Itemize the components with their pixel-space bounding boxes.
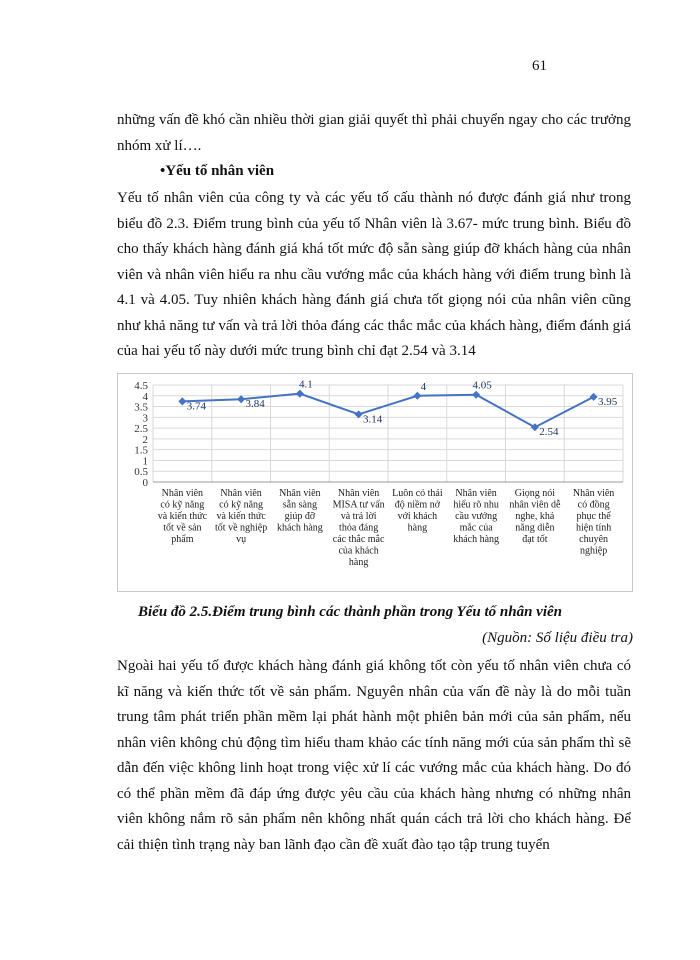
data-label: 3.14 bbox=[363, 413, 383, 426]
x-tick-label-line: và kiến thức bbox=[216, 511, 266, 522]
x-tick-label bbox=[333, 488, 385, 568]
x-tick-label-line: và kiến thức bbox=[157, 511, 208, 522]
x-tick-label-line: nghe, khả bbox=[515, 511, 555, 522]
data-point-marker bbox=[531, 423, 539, 431]
x-tick-label-line: vụ bbox=[236, 534, 247, 545]
line-chart bbox=[118, 374, 632, 591]
x-tick-label-line: của khách bbox=[338, 545, 379, 557]
y-tick-label: 0 bbox=[142, 477, 148, 489]
paragraph-bottom: Ngoài hai yếu tố được khách hàng đánh giá không tốt còn yếu tố nhân viên chưa có kĩ năng và kiến thức tốt về sản phẩm. Nguyên nhân của vấn đề này là do mỗi tuần trung tâm phát triển phần mềm lại phát hành một phiên bản mới của sản phẩm, nếu nhân viên không chủ động tìm hiểu tham khảo các tính năng mới của sản phẩm thì sẽ dẫn đến việc không linh hoạt trong việc xử lí các vướng mắc của khách hàng. Do đó có thể phần mềm đã đáp ứng được yêu cầu của khách hàng nhưng có những nhân viên không nắm rõ sản phẩm nên không nhất quán cách trả lời cho khách hàng. Để cải thiện tình trạng này ban lãnh đạo cần đề xuất đào tạo tập trung tuyển bbox=[117, 658, 631, 853]
x-tick-label-line: Luôn có thái bbox=[392, 488, 443, 499]
x-tick-label bbox=[215, 488, 267, 545]
data-point-marker bbox=[178, 397, 186, 405]
data-point-marker bbox=[590, 393, 598, 401]
page-number: 61 bbox=[532, 58, 547, 74]
y-tick-label: 2 bbox=[142, 433, 148, 446]
x-tick-label-line: với khách bbox=[397, 511, 438, 522]
y-tick-label: 1.5 bbox=[134, 444, 148, 457]
x-tick-label-line: khách hàng bbox=[276, 522, 323, 534]
data-point-marker bbox=[237, 395, 245, 403]
x-tick-label-line: chuyên bbox=[579, 534, 609, 545]
x-tick-label-line: và trả lời bbox=[340, 511, 377, 522]
x-tick-label-line: phục thể bbox=[576, 511, 611, 522]
data-label: 4 bbox=[420, 380, 427, 393]
x-tick-label-line: nhân viên dễ bbox=[509, 499, 561, 511]
data-label: 3.84 bbox=[245, 398, 265, 411]
x-tick-label-line: có đồng bbox=[577, 499, 610, 511]
x-tick-label-line: MISA tư vấn bbox=[332, 499, 385, 511]
x-tick-label-line: hàng bbox=[407, 522, 428, 534]
chart-container bbox=[117, 373, 633, 592]
x-tick-label-line: hiểu rõ nhu bbox=[453, 499, 499, 511]
data-point-marker bbox=[296, 390, 304, 398]
bullet-icon: • bbox=[160, 163, 166, 179]
x-tick-label-line: mắc của bbox=[459, 522, 493, 534]
x-tick-label-line: tốt về nghiệp bbox=[215, 522, 268, 534]
x-tick-label-line: Nhân viên bbox=[279, 488, 321, 499]
x-tick-label bbox=[392, 488, 443, 534]
data-label: 3.74 bbox=[186, 400, 206, 413]
data-label: 4.05 bbox=[472, 379, 492, 392]
data-label: 3.95 bbox=[598, 395, 618, 408]
x-tick-label-line: Nhân viên bbox=[220, 488, 262, 499]
y-tick-label: 3.5 bbox=[134, 401, 148, 414]
x-tick-label-line: Giọng nói bbox=[514, 488, 556, 499]
data-label: 2.54 bbox=[539, 426, 559, 439]
figure-source: (Nguồn: Số liệu điều tra) bbox=[482, 630, 633, 646]
section-heading-text: Yếu tố nhân viên bbox=[165, 163, 275, 179]
x-tick-label bbox=[453, 488, 499, 545]
paragraph-top: những vấn đề khó cần nhiều thời gian giải quyết thì phải chuyển ngay cho các trưởng nhóm xử lí…. bbox=[117, 112, 631, 154]
y-tick-label: 0.5 bbox=[134, 466, 148, 479]
x-tick-label-line: Nhân viên bbox=[455, 488, 497, 499]
x-tick-label-line: Nhân viên bbox=[572, 488, 615, 499]
section-heading bbox=[160, 163, 274, 180]
x-tick-label-line: hiện tính bbox=[575, 522, 612, 534]
x-tick-label-line: năng diễn bbox=[515, 522, 555, 534]
data-point-marker bbox=[413, 392, 421, 400]
x-tick-label-line: giúp đỡ bbox=[284, 511, 316, 522]
x-tick-label-line: Nhân viên bbox=[337, 488, 380, 499]
y-tick-label: 2.5 bbox=[134, 423, 148, 436]
x-tick-label-line: các thắc mắc bbox=[332, 534, 385, 545]
x-tick-label bbox=[158, 488, 208, 545]
x-tick-label-line: Nhân viên bbox=[161, 488, 204, 499]
x-tick-label-line: tốt về sản bbox=[163, 522, 202, 534]
y-tick-label: 4 bbox=[142, 390, 148, 403]
x-tick-label bbox=[509, 488, 561, 545]
y-tick-label: 1 bbox=[142, 455, 148, 468]
x-tick-label-line: thỏa đáng bbox=[339, 522, 379, 534]
x-tick-label-line: phẩm bbox=[171, 534, 194, 545]
data-point-marker bbox=[472, 391, 480, 399]
x-tick-label-line: độ niềm nở bbox=[394, 499, 441, 511]
y-tick-label: 4.5 bbox=[134, 380, 148, 392]
x-tick-label-line: khách hàng bbox=[453, 534, 500, 545]
x-tick-label-line: hàng bbox=[348, 557, 369, 568]
figure-caption: Biểu đồ 2.5.Điểm trung bình các thành phần trong Yếu tố nhân viên bbox=[138, 604, 562, 620]
x-tick-label-line: nghiệp bbox=[580, 545, 608, 557]
x-tick-label-line: cầu vướng bbox=[455, 511, 498, 522]
paragraph-intro: Yếu tố nhân viên của công ty và các yếu tố cấu thành nó được đánh giá như trong biểu đồ 2.3. Điểm trung bình của yếu tố Nhân viên là 3.67- mức trung bình. Biểu đồ cho thấy khách hàng đánh giá khá tốt mức độ sẵn sàng giúp đỡ khách hàng của nhân viên và nhân viên hiểu ra nhu cầu vướng mắc của khách hàng với điểm trung bình là 4.1 và 4.05. Tuy nhiên khách hàng đánh giá chưa tốt giọng nói của nhân viên cũng như khả năng tư vấn và trả lời thỏa đáng các thắc mắc của khách hàng, điểm đánh giá của hai yếu tố này dưới mức trung bình chỉ đạt 2.54 và 3.14 bbox=[117, 190, 631, 359]
x-tick-label bbox=[573, 488, 614, 557]
data-label: 4.1 bbox=[299, 378, 313, 391]
y-tick-label: 3 bbox=[142, 412, 148, 425]
x-tick-label bbox=[277, 488, 323, 534]
x-tick-label-line: có kỹ năng bbox=[219, 499, 264, 511]
x-tick-label-line: có kỹ năng bbox=[160, 499, 205, 511]
x-tick-label-line: đạt tốt bbox=[522, 534, 548, 545]
x-tick-label-line: sẵn sàng bbox=[282, 499, 317, 511]
